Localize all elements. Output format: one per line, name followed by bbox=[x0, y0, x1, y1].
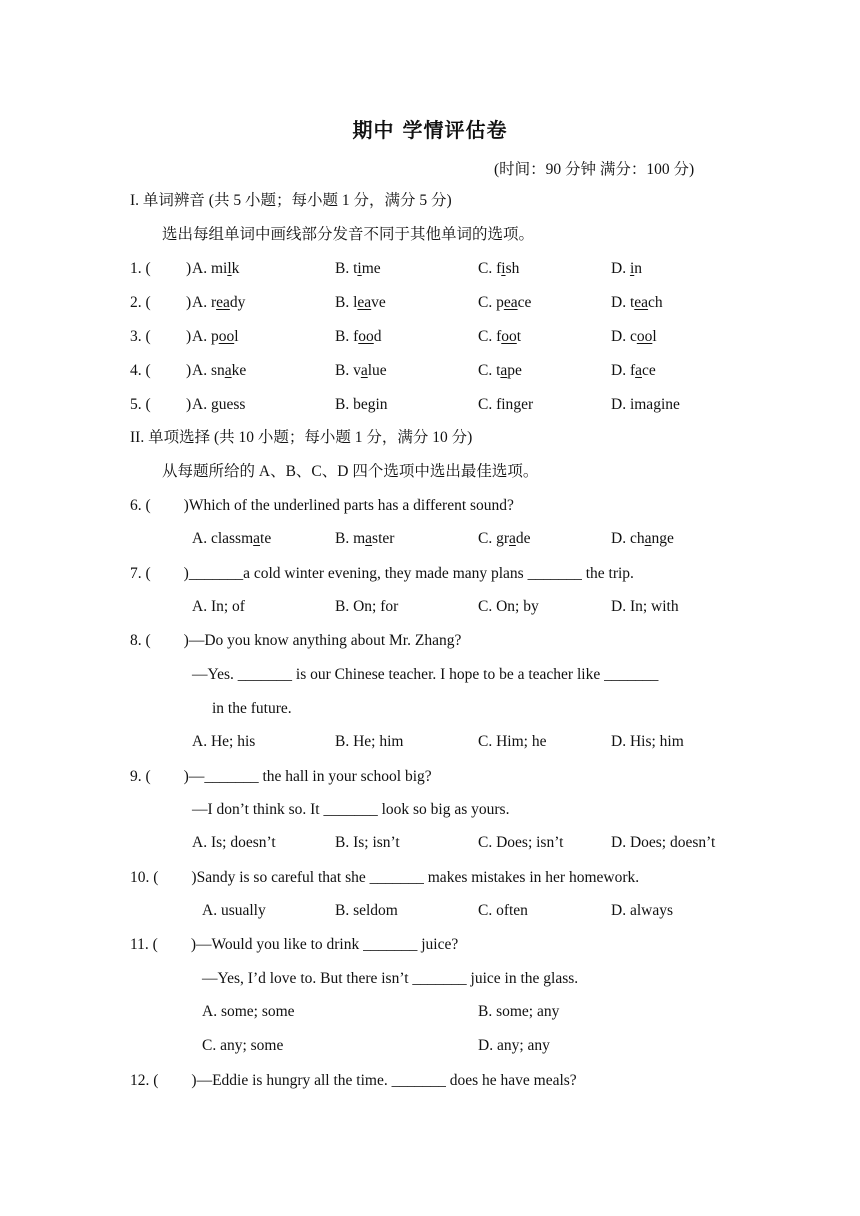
question-10 bbox=[130, 868, 639, 888]
option-b: B. He; him bbox=[335, 733, 404, 750]
option-d: D. change bbox=[611, 530, 674, 547]
question-number: 3. ( bbox=[130, 328, 151, 345]
question-9 bbox=[130, 767, 432, 787]
option-c: C. grade bbox=[478, 530, 531, 547]
option-c: C. Him; he bbox=[478, 733, 547, 750]
option-a: A. snake bbox=[192, 362, 247, 379]
option-c: C. Does; isn’t bbox=[478, 834, 564, 851]
question-number: 1. ( bbox=[130, 260, 151, 277]
option-a: A. usually bbox=[202, 902, 266, 919]
answer-blank[interactable] bbox=[151, 396, 184, 416]
question-6 bbox=[130, 496, 514, 516]
option-d: D. imagine bbox=[611, 396, 680, 413]
question-number: 9. ( bbox=[130, 768, 151, 785]
question-9-reply: —I don’t think so. It _______ look so big as yours. bbox=[192, 801, 510, 818]
option-c: C. any; some bbox=[202, 1037, 284, 1054]
bracket-close: ) bbox=[186, 396, 192, 413]
option-d: D. In; with bbox=[611, 598, 679, 615]
question-number: 7. ( bbox=[130, 565, 151, 582]
option-b: B. value bbox=[335, 362, 387, 379]
option-c: C. fish bbox=[478, 260, 520, 277]
option-b: B. seldom bbox=[335, 902, 398, 919]
question-number: 2. ( bbox=[130, 294, 151, 311]
question-7 bbox=[130, 564, 634, 584]
option-b: B. Is; isn’t bbox=[335, 834, 400, 851]
option-a: A. some; some bbox=[202, 1003, 295, 1020]
option-a: A. milk bbox=[192, 260, 240, 277]
page-title: 期中 学情评估卷 bbox=[352, 118, 508, 142]
option-a: A. classmate bbox=[192, 530, 272, 547]
option-c: C. peace bbox=[478, 294, 532, 311]
section2-heading: II. 单项选择 (共 10 小题；每小题 1 分，满分 10 分) bbox=[130, 429, 473, 446]
question-stem: )—Would you like to drink _______ juice? bbox=[190, 936, 459, 953]
option-d: D. Does; doesn’t bbox=[611, 834, 716, 851]
option-c: C. On; by bbox=[478, 598, 539, 615]
question-8 bbox=[130, 631, 461, 651]
bracket-close: ) bbox=[186, 294, 192, 311]
question-number: 5. ( bbox=[130, 396, 151, 413]
option-a: A. He; his bbox=[192, 733, 256, 750]
option-d: D. any; any bbox=[478, 1037, 550, 1054]
option-b: B. leave bbox=[335, 294, 386, 311]
option-a: A. Is; doesn’t bbox=[192, 834, 276, 851]
question-stem: )Sandy is so careful that she _______ makes mistakes in her homework. bbox=[191, 869, 640, 886]
question-11-reply: —Yes, I’d love to. But there isn’t _______ juice in the glass. bbox=[202, 970, 579, 987]
option-c: C. often bbox=[478, 902, 528, 919]
option-a: A. In; of bbox=[192, 598, 245, 615]
option-b: B. time bbox=[335, 260, 381, 277]
option-c: C. tape bbox=[478, 362, 522, 379]
option-b: B. some; any bbox=[478, 1003, 560, 1020]
time-info: (时间：90 分钟 满分：100 分) bbox=[494, 161, 695, 178]
question-8-reply-cont: in the future. bbox=[212, 700, 292, 717]
answer-blank[interactable] bbox=[151, 362, 184, 382]
question-number: 6. ( bbox=[130, 497, 151, 514]
question-number: 4. ( bbox=[130, 362, 151, 379]
question-stem: )—Eddie is hungry all the time. _______ does he have meals? bbox=[191, 1072, 577, 1089]
option-a: A. ready bbox=[192, 294, 246, 311]
bracket-close: ) bbox=[186, 260, 192, 277]
option-b: B. food bbox=[335, 328, 382, 345]
section1-instruction: 选出每组单词中画线部分发音不同于其他单词的选项。 bbox=[162, 226, 535, 243]
option-b: B. master bbox=[335, 530, 395, 547]
answer-blank[interactable] bbox=[151, 294, 184, 314]
question-stem: )Which of the underlined parts has a different sound? bbox=[183, 497, 514, 514]
option-d: D. teach bbox=[611, 294, 663, 311]
section2-instruction: 从每题所给的 A、B、C、D 四个选项中选出最佳选项。 bbox=[162, 463, 539, 480]
question-number: 12. ( bbox=[130, 1072, 159, 1089]
option-d: D. always bbox=[611, 902, 673, 919]
option-b: B. begin bbox=[335, 396, 388, 413]
option-c: C. foot bbox=[478, 328, 522, 345]
question-11 bbox=[130, 935, 458, 955]
option-c: C. finger bbox=[478, 396, 534, 413]
option-b: B. On; for bbox=[335, 598, 399, 615]
question-number: 11. ( bbox=[130, 936, 158, 953]
answer-blank[interactable] bbox=[151, 260, 184, 280]
question-number: 10. ( bbox=[130, 869, 159, 886]
bracket-close: ) bbox=[186, 328, 192, 345]
question-stem: )—Do you know anything about Mr. Zhang? bbox=[183, 632, 462, 649]
question-8-reply: —Yes. _______ is our Chinese teacher. I hope to be a teacher like _______ bbox=[192, 666, 659, 683]
option-d: D. His; him bbox=[611, 733, 684, 750]
question-stem: )_______a cold winter evening, they made many plans _______ the trip. bbox=[183, 565, 634, 582]
question-12 bbox=[130, 1071, 577, 1091]
option-a: A. pool bbox=[192, 328, 239, 345]
bracket-close: ) bbox=[186, 362, 192, 379]
option-a: A. guess bbox=[192, 396, 246, 413]
option-d: D. in bbox=[611, 260, 643, 277]
option-d: D. face bbox=[611, 362, 656, 379]
question-number: 8. ( bbox=[130, 632, 151, 649]
section1-heading: I. 单词辨音 (共 5 小题；每小题 1 分，满分 5 分) bbox=[130, 192, 452, 209]
answer-blank[interactable] bbox=[151, 328, 184, 348]
question-stem: )—_______ the hall in your school big? bbox=[183, 768, 432, 785]
option-d: D. cool bbox=[611, 328, 657, 345]
